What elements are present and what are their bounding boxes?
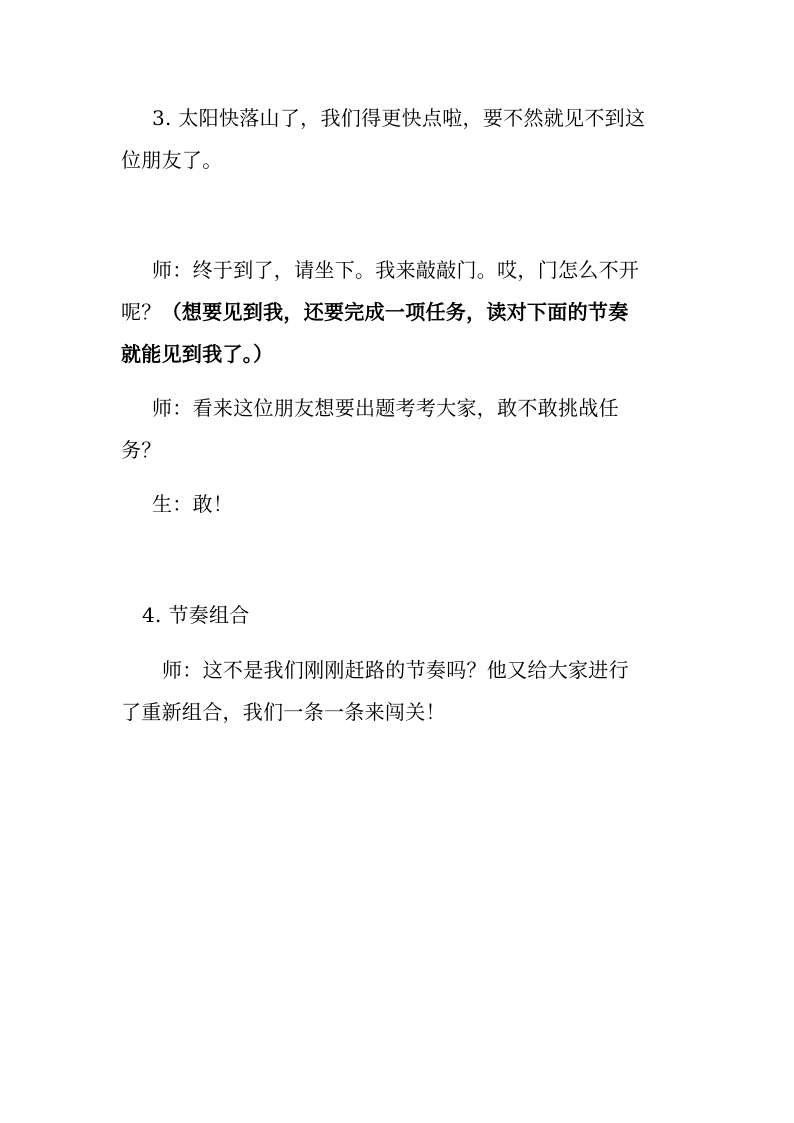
dialogue-2-line-2: 务？ [121, 438, 162, 462]
dialogue-1-line-1: 师：终于到了，请坐下。我来敲敲门。哎，门怎么不开 [152, 258, 640, 282]
dialogue-1-question: 呢？ [121, 300, 162, 324]
dialogue-1-line-2 [121, 300, 629, 324]
dialogue-2-line-1: 师：看来这位朋友想要出题考考大家，敢不敢挑战任 [152, 396, 619, 420]
section-3-line-2: 位朋友了。 [121, 148, 223, 172]
dialogue-1-line-3: 就能见到我了。） [121, 342, 274, 366]
dialogue-4-line-2: 了重新组合，我们一条一条来闯关！ [121, 700, 446, 724]
dialogue-4-line-1: 师：这不是我们刚刚赶路的节奏吗？他又给大家进行 [162, 658, 629, 682]
section-3-line-1: 3. 太阳快落山了，我们得更快点啦，要不然就见不到这 [152, 106, 646, 130]
dialogue-3-line-1: 生：敢！ [152, 492, 234, 516]
section-4-heading: 4. 节奏组合 [142, 603, 250, 627]
dialogue-1-bold-note: （想要见到我，还要完成一项任务，读对下面的节奏 [161, 300, 629, 324]
